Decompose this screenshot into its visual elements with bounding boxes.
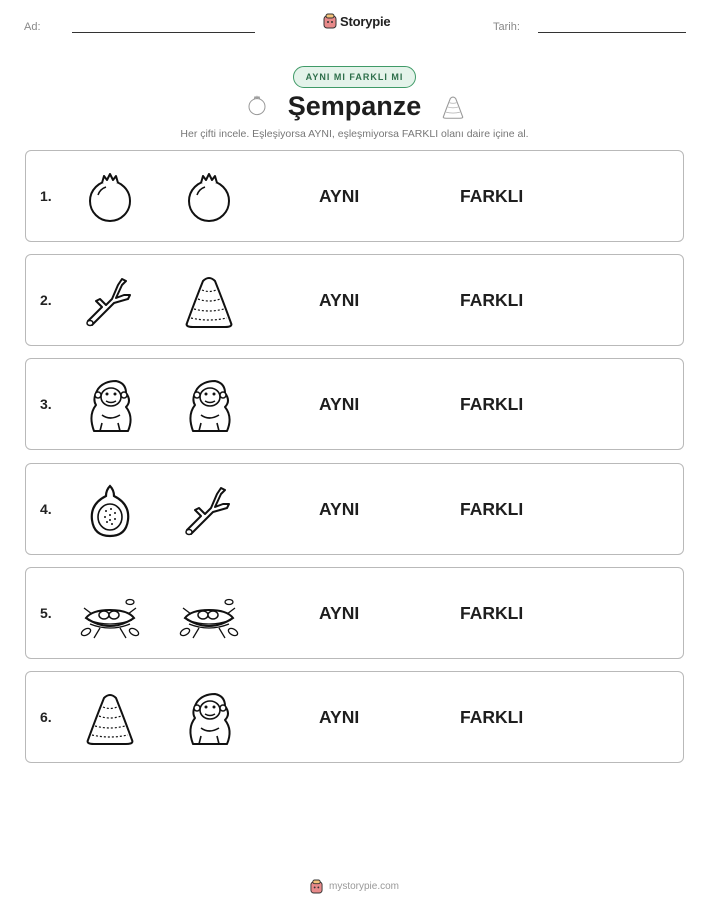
row-number: 4. bbox=[40, 501, 52, 517]
option-same[interactable]: AYNI bbox=[319, 394, 360, 414]
page-title: Şempanze bbox=[287, 91, 422, 121]
storypie-logo-icon bbox=[310, 879, 323, 894]
row-number: 6. bbox=[40, 709, 52, 725]
exercise-row bbox=[25, 567, 684, 659]
exercise-row bbox=[25, 150, 684, 242]
option-same[interactable]: AYNI bbox=[319, 707, 360, 727]
row-number: 5. bbox=[40, 605, 52, 621]
date-label: Tarih: bbox=[493, 21, 520, 33]
footer bbox=[0, 879, 709, 894]
option-different[interactable]: FARKLI bbox=[460, 186, 524, 206]
termite-mound-icon bbox=[440, 92, 466, 127]
instructions: Her çifti incele. Eşleşiyorsa AYNI, eşleşmiyorsa FARKLI olanı daire içine al. bbox=[180, 128, 529, 140]
brand-logo bbox=[323, 13, 390, 29]
exercise-row bbox=[25, 463, 684, 555]
chimpanzee-icon bbox=[179, 375, 239, 435]
branch-icon bbox=[179, 480, 239, 540]
nest-icon bbox=[80, 584, 140, 644]
chimpanzee-icon bbox=[179, 688, 239, 748]
nest-icon bbox=[179, 584, 239, 644]
pomegranate-icon bbox=[179, 167, 239, 227]
row-number: 2. bbox=[40, 292, 52, 308]
exercise-row bbox=[25, 358, 684, 450]
option-different[interactable]: FARKLI bbox=[460, 499, 524, 519]
footer-url[interactable]: mystorypie.com bbox=[328, 881, 399, 892]
title-row bbox=[0, 90, 709, 130]
row-number: 3. bbox=[40, 396, 52, 412]
name-line[interactable] bbox=[72, 32, 255, 33]
exercise-row bbox=[25, 671, 684, 763]
date-line[interactable] bbox=[538, 32, 686, 33]
worksheet-type-badge: AYNI MI FARKLI MI bbox=[293, 66, 416, 88]
pomegranate-icon bbox=[80, 167, 140, 227]
option-same[interactable]: AYNI bbox=[319, 499, 360, 519]
termite-mound-icon bbox=[179, 271, 239, 331]
brand-name: Storypie bbox=[340, 13, 391, 29]
branch-icon bbox=[80, 271, 140, 331]
chimpanzee-icon bbox=[80, 375, 140, 435]
option-different[interactable]: FARKLI bbox=[460, 394, 524, 414]
row-number: 1. bbox=[40, 188, 52, 204]
option-same[interactable]: AYNI bbox=[319, 603, 360, 623]
fig-icon bbox=[80, 480, 140, 540]
termite-mound-icon bbox=[80, 688, 140, 748]
option-different[interactable]: FARKLI bbox=[460, 290, 524, 310]
name-label: Ad: bbox=[24, 21, 41, 33]
option-same[interactable]: AYNI bbox=[319, 290, 360, 310]
option-same[interactable]: AYNI bbox=[319, 186, 360, 206]
option-different[interactable]: FARKLI bbox=[460, 707, 524, 727]
exercise-row bbox=[25, 254, 684, 346]
option-different[interactable]: FARKLI bbox=[460, 603, 524, 623]
storypie-logo-icon bbox=[323, 13, 337, 29]
